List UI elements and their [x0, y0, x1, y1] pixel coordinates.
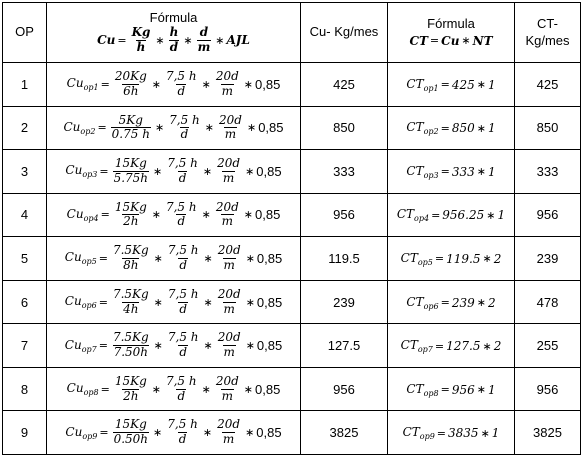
ct-value-cell: 956 [515, 367, 581, 411]
ct-formula: $CT_{op2}$ = 850 ∗ 1 [406, 120, 496, 137]
header-formula-cu [47, 3, 301, 63]
cu-formula-cell [47, 63, 301, 107]
table-body [3, 63, 581, 455]
production-table [2, 2, 581, 455]
cu-formula-cell [47, 324, 301, 368]
header-ct: CT- Kg/mes [515, 3, 581, 63]
cu-formula-cell [47, 150, 301, 194]
ct-value-cell: 333 [515, 150, 581, 194]
table-row [3, 280, 581, 324]
ct-value-cell: 3825 [515, 411, 581, 455]
cu-value-cell: 956 [301, 193, 388, 237]
ct-formula-cell [388, 280, 515, 324]
table-row [3, 193, 581, 237]
header-cu: Cu- Kg/mes [301, 3, 388, 63]
table-row [3, 63, 581, 107]
op-cell: 6 [3, 280, 47, 324]
header-op: OP [3, 3, 47, 63]
cu-value-cell: 850 [301, 106, 388, 150]
ct-formula-cell [388, 106, 515, 150]
table-row [3, 150, 581, 194]
cu-value-cell: 333 [301, 150, 388, 194]
op-cell: 8 [3, 367, 47, 411]
ct-formula-cell [388, 324, 515, 368]
cu-formula-cell [47, 280, 301, 324]
table-row [3, 237, 581, 281]
op-cell: 3 [3, 150, 47, 194]
formula-label: Fórmula [149, 10, 198, 26]
table-row [3, 106, 581, 150]
ct-formula-cell [388, 367, 515, 411]
op-cell: 5 [3, 237, 47, 281]
ct-value-cell: 956 [515, 193, 581, 237]
cu-formula: $Cu_{op5}$ = $\frac{7.5Kg}{8h}$ ∗ $\frac{7,5 h}{d}$ ∗ $\frac{20d}{m}$ ∗ 0,85 [64, 243, 283, 272]
cu-formula-cell [47, 411, 301, 455]
cu-formula-cell [47, 106, 301, 150]
ct-formula: $CT_{op5}$ = 119.5 ∗ 2 [400, 250, 502, 267]
formula-ct-expression: CT = Cu ∗ NT [409, 33, 493, 48]
op-cell: 1 [3, 63, 47, 107]
op-cell: 2 [3, 106, 47, 150]
ct-formula: $CT_{op4}$ = 956.25 ∗ 1 [396, 207, 506, 224]
cu-formula: $Cu_{op3}$ = $\frac{15Kg}{5.75h}$ ∗ $\frac{7,5 h}{d}$ ∗ $\frac{20d}{m}$ ∗ 0,85 [65, 156, 282, 185]
cu-formula-cell [47, 237, 301, 281]
ct-value-cell: 239 [515, 237, 581, 281]
ct-formula: $CT_{op7}$ = 127.5 ∗ 2 [400, 338, 502, 355]
cu-formula: $Cu_{op2}$ = $\frac{5Kg}{0.75 h}$ ∗ $\frac{7,5 h}{d}$ ∗ $\frac{20d}{m}$ ∗ 0,85 [63, 112, 284, 142]
cu-formula: $Cu_{op6}$ = $\frac{7.5Kg}{4h}$ ∗ $\frac{7,5 h}{d}$ ∗ $\frac{20d}{m}$ ∗ 0,85 [64, 286, 283, 316]
header-row [3, 3, 581, 63]
cu-formula: $Cu_{op4}$ = $\frac{15Kg}{2h}$ ∗ $\frac{7,5 h}{d}$ ∗ $\frac{20d}{m}$ ∗ 0,85 [66, 199, 281, 229]
cu-formula: $Cu_{op1}$ = $\frac{20Kg}{6h}$ ∗ $\frac{7,5 h}{d}$ ∗ $\frac{20d}{m}$ ∗ 0,85 [66, 68, 281, 98]
ct-formula: $CT_{op1}$ = 425 ∗ 1 [406, 76, 496, 93]
cu-value-cell: 3825 [301, 411, 388, 455]
cu-formula: $Cu_{op9}$ = $\frac{15Kg}{0.50h}$ ∗ $\frac{7,5 h}{d}$ ∗ $\frac{20d}{m}$ ∗ 0,85 [65, 417, 282, 447]
ct-value-cell: 850 [515, 106, 581, 150]
table-row [3, 324, 581, 368]
cu-value-cell: 425 [301, 63, 388, 107]
op-cell: 4 [3, 193, 47, 237]
header-formula-ct [388, 3, 515, 63]
ct-value-cell: 478 [515, 280, 581, 324]
cu-value-cell: 239 [301, 280, 388, 324]
cu-value-cell: 127.5 [301, 324, 388, 368]
ct-formula-cell [388, 237, 515, 281]
table-row [3, 411, 581, 455]
cu-value-cell: 956 [301, 367, 388, 411]
cu-formula-cell [47, 193, 301, 237]
ct-formula: $CT_{op6}$ = 239 ∗ 2 [406, 294, 496, 311]
formula2-label: Fórmula [427, 16, 475, 32]
op-cell: 9 [3, 411, 47, 455]
formula-cu-expression: Cu = $\frac{Kg}{h}$ ∗ $\frac{h}{d}$ ∗ $\frac{d}{m}$ ∗ AJL [97, 25, 250, 55]
ct-formula-cell [388, 63, 515, 107]
ct-formula-cell [388, 193, 515, 237]
ct-formula: $CT_{op8}$ = 956 ∗ 1 [406, 381, 496, 398]
ct-formula-cell [388, 411, 515, 455]
ct-value-cell: 255 [515, 324, 581, 368]
table-row [3, 367, 581, 411]
ct-value-cell: 425 [515, 63, 581, 107]
ct-formula-cell [388, 150, 515, 194]
cu-formula: $Cu_{op7}$ = $\frac{7.5Kg}{7.50h}$ ∗ $\frac{7,5 h}{d}$ ∗ $\frac{20d}{m}$ ∗ 0,85 [64, 330, 283, 360]
ct-formula: $CT_{op3}$ = 333 ∗ 1 [406, 163, 496, 180]
cu-value-cell: 119.5 [301, 237, 388, 281]
cu-formula-cell [47, 367, 301, 411]
ct-formula: $CT_{op9}$ = 3835 ∗ 1 [402, 425, 500, 442]
op-cell: 7 [3, 324, 47, 368]
cu-formula: $Cu_{op8}$ = $\frac{15Kg}{2h}$ ∗ $\frac{7,5 h}{d}$ ∗ $\frac{20d}{m}$ ∗ 0,85 [66, 373, 281, 403]
